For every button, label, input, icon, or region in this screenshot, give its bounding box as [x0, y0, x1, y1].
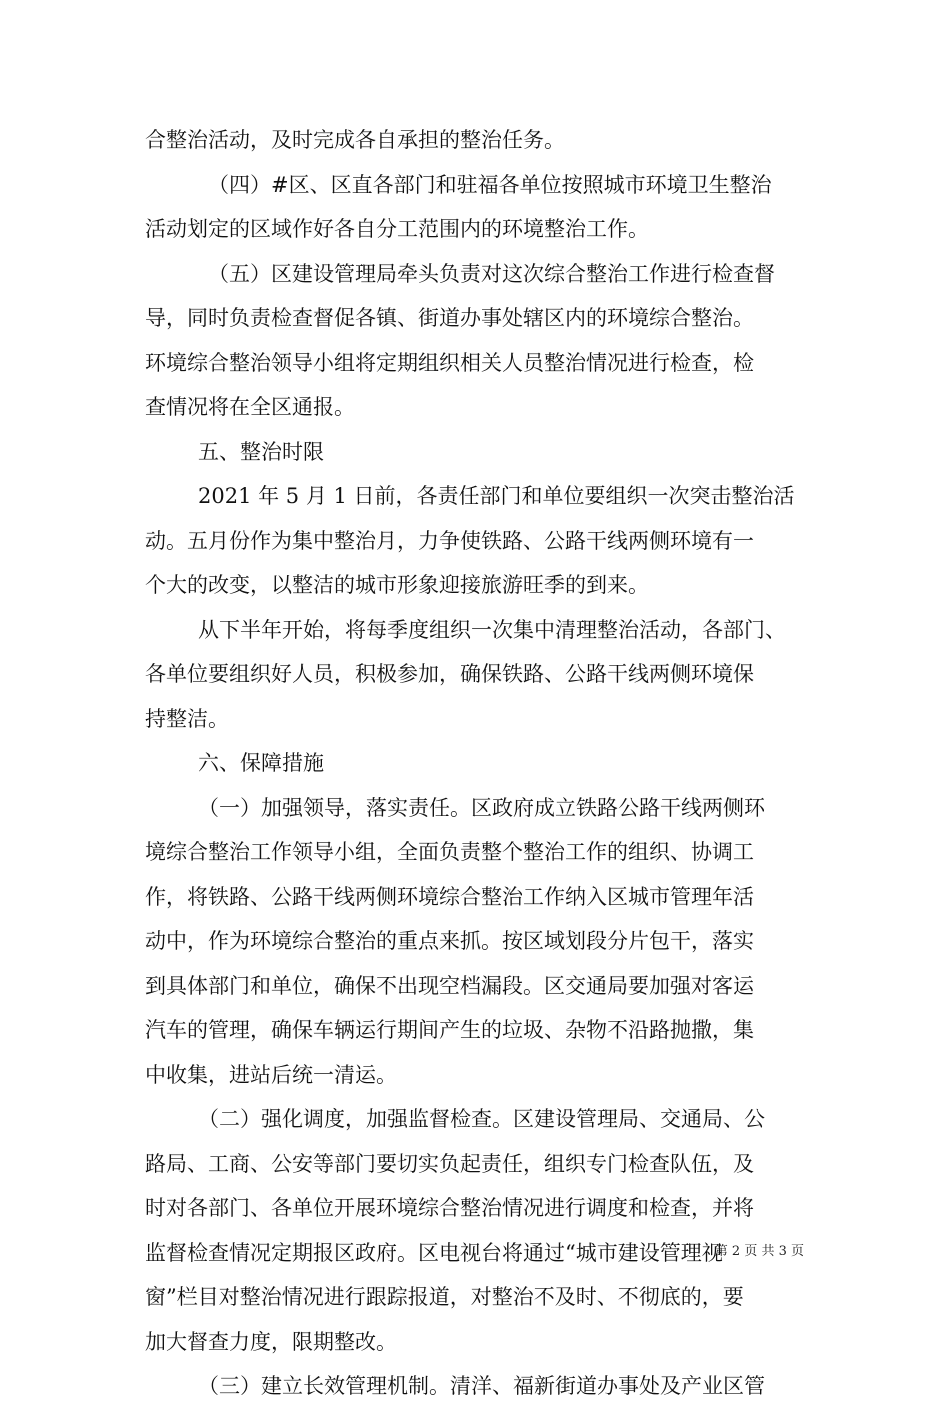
text-line: 导，同时负责检查督促各镇、街道办事处辖区内的环境综合整治。	[145, 306, 754, 330]
section-heading: 六、保障措施	[198, 751, 324, 775]
text-line: 查情况将在全区通报。	[145, 395, 355, 419]
page-number: 第 2 页 共 3 页	[714, 1244, 804, 1259]
text-line: 活动划定的区域作好各自分工范围内的环境整治工作。	[145, 217, 649, 241]
text-line: 2021 年 5 月 1 日前，各责任部门和单位要组织一次突击整治活	[198, 484, 795, 508]
text-line: 动。五月份作为集中整治月，力争使铁路、公路干线两侧环境有一	[145, 528, 754, 553]
text-line: 加大督查力度，限期整改。	[145, 1329, 397, 1354]
text-line: 个大的改变，以整洁的城市形象迎接旅游旺季的到来。	[145, 573, 649, 597]
document-body	[145, 118, 815, 1409]
text-line: 从下半年开始，将每季度组织一次集中清理整治活动，各部门、	[198, 617, 786, 642]
text-line: （五）区建设管理局牵头负责对这次综合整治工作进行检查督	[208, 261, 775, 286]
text-line: 动中，作为环境综合整治的重点来抓。按区域划段分片包干，落实	[145, 929, 754, 953]
text-line: 境综合整治工作领导小组，全面负责整个整治工作的组织、协调工	[145, 840, 754, 864]
text-line: 时对各部门、各单位开展环境综合整治情况进行调度和检查，并将	[145, 1196, 754, 1220]
text-line: （三）建立长效管理机制。清洋、福新街道办事处及产业区管	[198, 1374, 765, 1398]
text-line: （二）强化调度，加强监督检查。区建设管理局、交通局、公	[198, 1107, 765, 1131]
text-line: 环境综合整治领导小组将定期组织相关人员整治情况进行检查，检	[145, 350, 754, 375]
text-line: 汽车的管理，确保车辆运行期间产生的垃圾、杂物不沿路抛撒，集	[145, 1018, 754, 1042]
text-line: 窗”栏目对整治情况进行跟踪报道，对整治不及时、不彻底的，要	[145, 1285, 744, 1309]
text-line: 监督检查情况定期报区政府。区电视台将通过“城市建设管理视	[145, 1240, 723, 1265]
text-line: 路局、工商、公安等部门要切实负起责任，组织专门检查队伍，及	[145, 1151, 754, 1176]
section-heading: 五、整治时限	[198, 439, 324, 464]
text-line: 合整治活动，及时完成各自承担的整治任务。	[145, 128, 565, 152]
text-line: 各单位要组织好人员，积极参加，确保铁路、公路干线两侧环境保	[145, 662, 754, 686]
text-line: 中收集，进站后统一清运。	[145, 1062, 397, 1087]
text-line: 持整洁。	[145, 706, 229, 731]
text-line: 作，将铁路、公路干线两侧环境综合整治工作纳入区城市管理年活	[145, 884, 754, 909]
text-line: （四）#区、区直各部门和驻福各单位按照城市环境卫生整治	[208, 172, 772, 197]
text-line: 到具体部门和单位，确保不出现空档漏段。区交通局要加强对客运	[145, 973, 754, 998]
text-line: （一）加强领导，落实责任。区政府成立铁路公路干线两侧环	[198, 795, 765, 820]
